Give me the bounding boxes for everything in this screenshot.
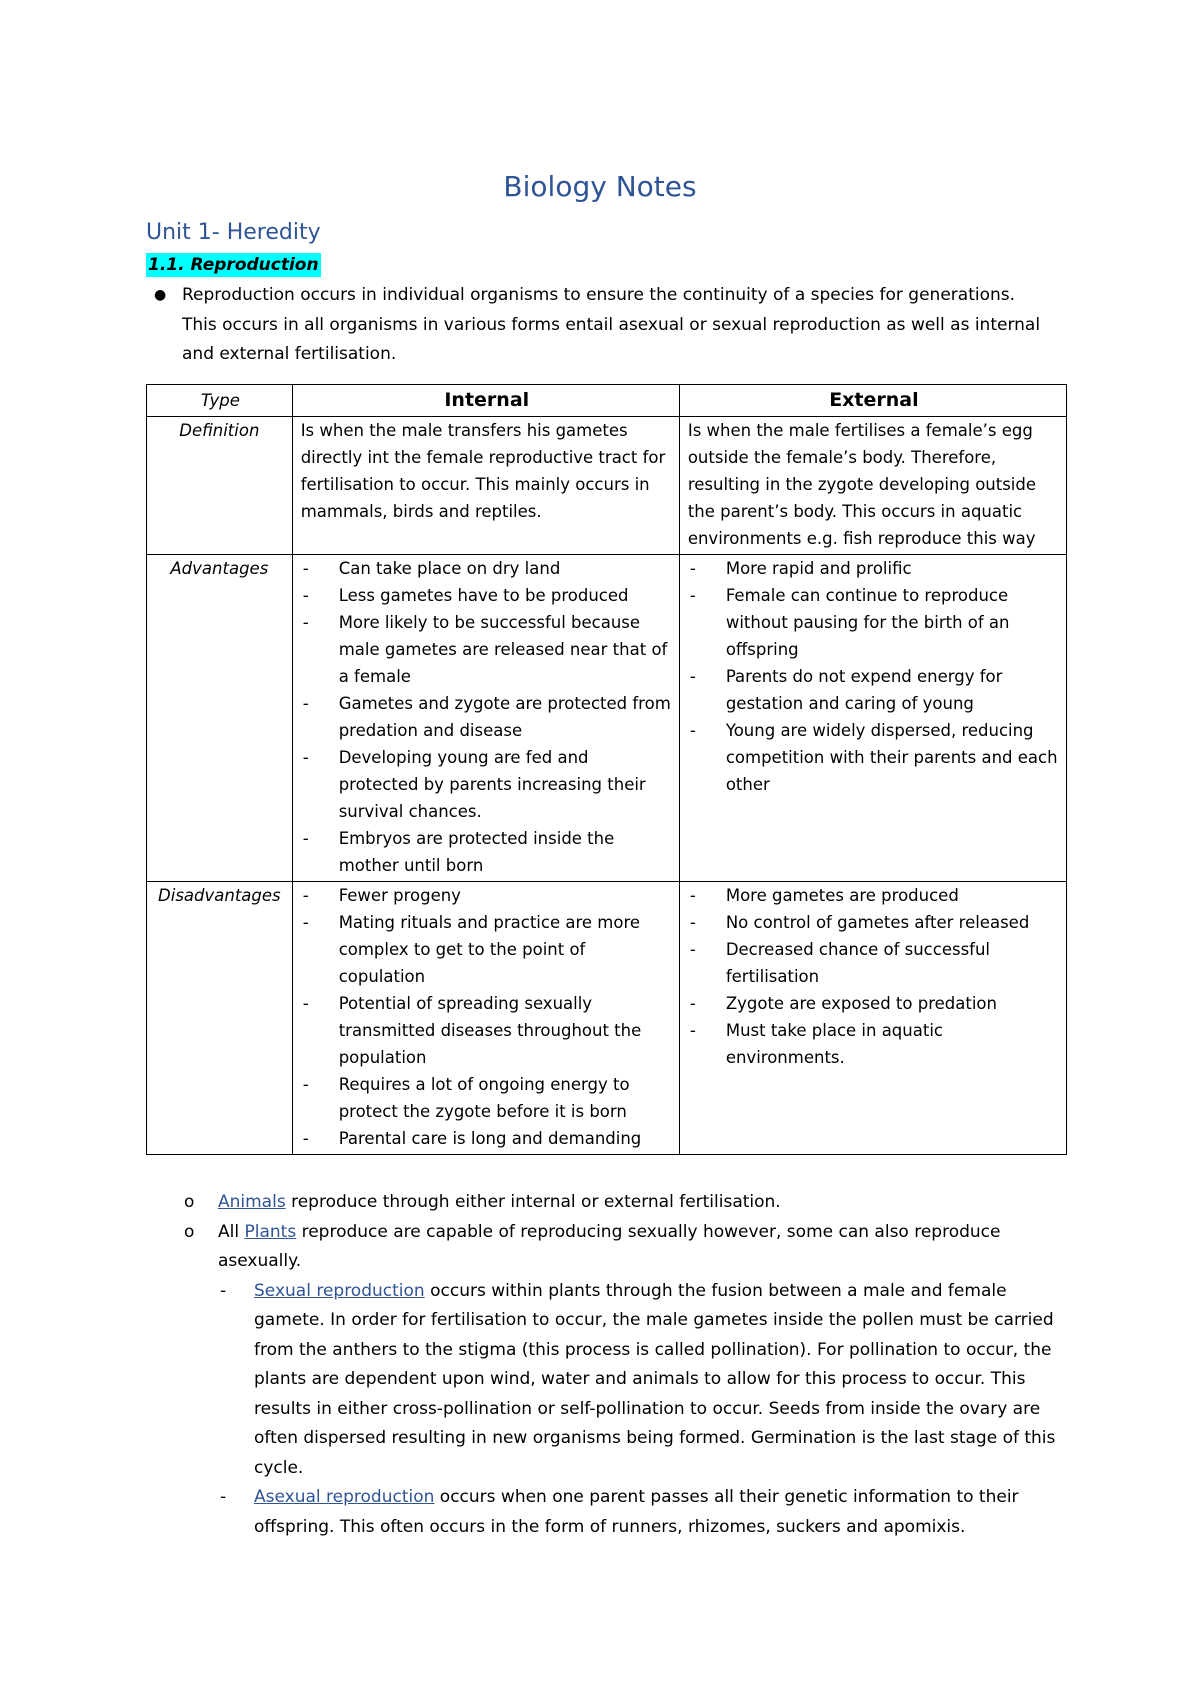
table-row-advantages — [147, 555, 1067, 882]
circle-bullet-icon: o — [184, 1192, 195, 1212]
sexual-reproduction-item — [146, 1277, 1066, 1484]
list-item: - Requires a lot of ongoing energy to protect the zygote before it is born — [301, 1071, 673, 1125]
list-item: - Must take place in aquatic environments. — [688, 1017, 1060, 1071]
plants-item — [146, 1218, 1066, 1277]
list-item: - Young are widely dispersed, reducing competition with their parents and each other — [688, 717, 1060, 798]
row-label-disadvantages: Disadvantages — [147, 882, 293, 1155]
list-item: - Parents do not expend energy for gestation and caring of young — [688, 663, 1060, 717]
sexual-reproduction-link[interactable]: Sexual reproduction — [254, 1280, 425, 1301]
advantages-internal-list — [301, 555, 673, 879]
table-header-row — [147, 385, 1067, 417]
definition-internal: Is when the male transfers his gametes directly int the female reproductive tract for fertilisation to occur. This mainly occurs in mammals, birds and reptiles. — [292, 417, 679, 555]
table-row-definition — [147, 417, 1067, 555]
bullet-icon: ● — [154, 287, 167, 303]
list-item: - Decreased chance of successful fertilisation — [688, 936, 1060, 990]
section-heading: 1.1. Reproduction — [148, 255, 319, 275]
fertilisation-comparison-table — [146, 384, 1067, 1155]
list-item: - Zygote are exposed to predation — [688, 990, 1060, 1017]
header-type: Type — [147, 385, 293, 417]
disadvantages-internal-list — [301, 882, 673, 1152]
list-item: - Potential of spreading sexually transmitted diseases throughout the population — [301, 990, 673, 1071]
list-item: - Developing young are fed and protected by parents increasing their survival chances. — [301, 744, 673, 825]
definition-external: Is when the male fertilises a female’s egg outside the female’s body. Therefore, resulting in the zygote developing outside the parent’s body. This occurs in aquatic environments e.g. fish reproduce this way — [679, 417, 1066, 555]
list-item: - Mating rituals and practice are more complex to get to the point of copulation — [301, 909, 673, 990]
advantages-internal — [292, 555, 679, 882]
circle-bullet-icon: o — [184, 1221, 195, 1242]
header-external: External — [679, 385, 1066, 417]
row-label-definition: Definition — [147, 417, 293, 555]
after-table-notes — [146, 1188, 1066, 1542]
disadvantages-external-list — [688, 882, 1060, 1071]
animals-text: reproduce through either internal or external fertilisation. — [285, 1192, 781, 1212]
list-item: - Gametes and zygote are protected from predation and disease — [301, 690, 673, 744]
list-item: - More likely to be successful because male gametes are released near that of a female — [301, 609, 673, 690]
list-item: - Can take place on dry land — [301, 555, 673, 582]
asexual-reproduction-item — [146, 1483, 1066, 1542]
disadvantages-external — [679, 882, 1066, 1155]
plants-prefix: All — [218, 1221, 245, 1242]
row-label-advantages: Advantages — [147, 555, 293, 882]
table-row-disadvantages — [147, 882, 1067, 1155]
intro-paragraph — [146, 281, 1046, 370]
list-item: - Fewer progeny — [301, 882, 673, 909]
list-item: - More rapid and prolific — [688, 555, 1060, 582]
plants-text: reproduce are capable of reproducing sexually however, some can also reproduce asexually. — [218, 1221, 1001, 1271]
asexual-reproduction-text: occurs when one parent passes all their genetic information to their offspring. This often occurs in the form of runners, rhizomes, suckers and apomixis. — [254, 1487, 1019, 1537]
list-item: - Female can continue to reproduce without pausing for the birth of an offspring — [688, 582, 1060, 663]
unit-heading: Unit 1- Heredity — [146, 220, 321, 245]
list-item: - Embryos are protected inside the mother until born — [301, 825, 673, 879]
dash-bullet-icon: - — [220, 1280, 227, 1301]
advantages-external-list — [688, 555, 1060, 798]
animals-item — [146, 1188, 1066, 1218]
document-title: Biology Notes — [503, 170, 697, 203]
advantages-external — [679, 555, 1066, 882]
plants-link[interactable]: Plants — [244, 1221, 297, 1242]
disadvantages-internal — [292, 882, 679, 1155]
list-item: - No control of gametes after released — [688, 909, 1060, 936]
list-item: - Parental care is long and demanding — [301, 1125, 673, 1152]
asexual-reproduction-link[interactable]: Asexual reproduction — [254, 1487, 435, 1507]
list-item: - More gametes are produced — [688, 882, 1060, 909]
header-internal: Internal — [292, 385, 679, 417]
sexual-reproduction-text: occurs within plants through the fusion between a male and female gamete. In order for fertilisation to occur, the male gametes inside the pollen must be carried from the anthers to the stigma (this process is called pollination). For pollination to occur, the plants are dependent upon wind, water and animals to allow for this process to occur. This results in either cross-pollination or self-pollination to occur. Seeds from inside the ovary are often dispersed resulting in new organisms being formed. Germination is the last stage of this cycle. — [254, 1280, 1056, 1478]
dash-bullet-icon: - — [220, 1487, 227, 1507]
animals-link[interactable]: Animals — [218, 1192, 286, 1212]
list-item: - Less gametes have to be produced — [301, 582, 673, 609]
intro-text: Reproduction occurs in individual organisms to ensure the continuity of a species for generations. This occurs in all organisms in various forms entail asexual or sexual reproduction as well as internal and external fertilisation. — [182, 285, 1041, 364]
